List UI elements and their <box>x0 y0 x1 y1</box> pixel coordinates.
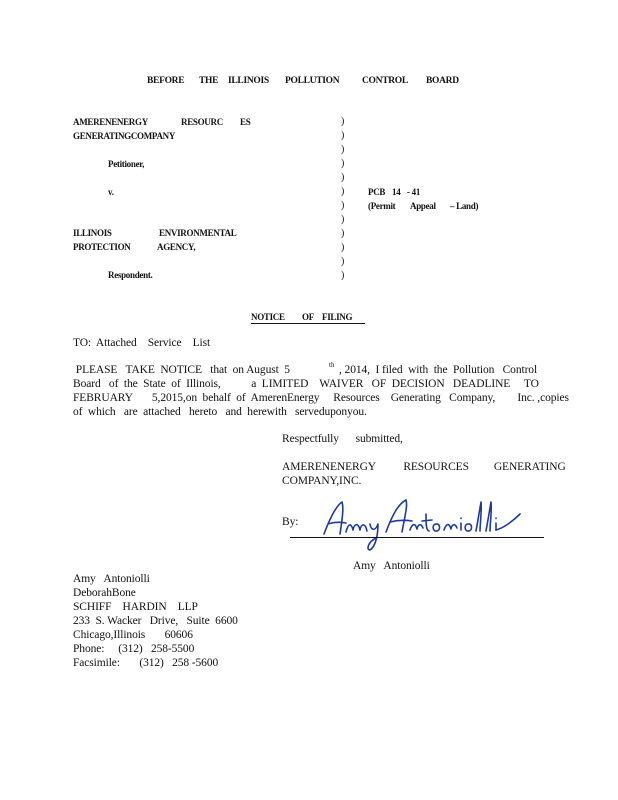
paren: ) <box>341 172 345 183</box>
title-word: BOARD <box>426 76 459 86</box>
ordinal-superscript: th <box>329 361 335 369</box>
paren: ) <box>341 214 345 225</box>
closing: Respectfully submitted, <box>282 433 403 445</box>
attorney-line: Facsimile: (312) 258 -5600 <box>73 657 219 669</box>
title-word: POLLUTION <box>285 76 340 86</box>
petitioner-name-word: ES <box>240 117 251 127</box>
paren: ) <box>341 116 345 127</box>
signer-name: Amy Antoniolli <box>353 560 430 572</box>
paragraph-line: FEBRUARY 5,2015,on behalf of AmerenEnergy Resources Generating Company, Inc. ,copies <box>73 392 569 404</box>
notice-title-word: FILING <box>322 312 353 322</box>
attorney-line: SCHIFF HARDIN LLP <box>73 601 198 613</box>
respondent-name-word: ENVIRONMENTAL <box>159 228 237 238</box>
signature-line <box>290 537 544 538</box>
paren: ) <box>341 158 345 169</box>
notice-title-word: NOTICE <box>251 312 285 322</box>
notice-title-underline <box>251 323 365 324</box>
paragraph-line: of which are attached hereto and herewith serveduponyou. <box>73 406 367 418</box>
notice-title-word: OF <box>302 312 314 322</box>
paragraph-line: PLEASE TAKE NOTICE that on August 5 <box>73 364 290 376</box>
handwritten-signature <box>318 494 528 554</box>
case-type-word: (Permit <box>368 201 396 211</box>
case-type-word: Appeal <box>410 201 436 211</box>
petitioner-name-word: RESOURC <box>181 117 223 127</box>
title-word: BEFORE <box>147 76 185 86</box>
paren: ) <box>341 256 345 267</box>
case-type-word: – Land) <box>450 201 479 211</box>
respondent-role: Respondent. <box>108 270 153 280</box>
paragraph-line: Board of the State of Illinois, a LIMITED WAIVER OF DECISION DEADLINE TO <box>73 378 539 390</box>
attorney-line: 233 S. Wacker Drive, Suite 6600 <box>73 615 238 627</box>
paren: ) <box>341 144 345 155</box>
paren: ) <box>341 242 345 253</box>
paren: ) <box>341 200 345 211</box>
petitioner-name-line2: GENERATINGCOMPANY <box>73 131 176 141</box>
case-number-word: PCB <box>368 187 386 197</box>
attorney-line: Phone: (312) 258-5500 <box>73 643 195 655</box>
company-name-line: AMERENENERGY RESOURCES GENERATING <box>282 461 566 473</box>
respondent-name-word: AGENCY, <box>157 242 196 252</box>
paragraph-line: , 2014, I filed with the Pollution Control <box>339 364 538 376</box>
title-word: ILLINOIS <box>228 76 269 86</box>
case-number-word: - 41 <box>407 187 421 197</box>
paren: ) <box>341 270 345 281</box>
petitioner-name-word: AMERENENERGY <box>73 117 148 127</box>
respondent-name-word: PROTECTION <box>73 242 131 252</box>
case-number-word: 14 <box>392 187 401 197</box>
to-line: TO: Attached Service List <box>73 337 211 349</box>
respondent-name-word: ILLINOIS <box>73 228 112 238</box>
attorney-line: Amy Antoniolli <box>73 573 150 585</box>
by-label: By: <box>282 516 299 528</box>
company-name-line: COMPANY,INC. <box>282 475 362 487</box>
petitioner-role: Petitioner, <box>108 159 145 169</box>
paren: ) <box>341 186 345 197</box>
versus: v. <box>108 187 114 197</box>
title-word: CONTROL <box>362 76 408 86</box>
paren: ) <box>341 228 345 239</box>
title-word: THE <box>199 76 219 86</box>
attorney-line: DeborahBone <box>73 587 136 599</box>
attorney-line: Chicago,Illinois 60606 <box>73 629 193 641</box>
paren: ) <box>341 130 345 141</box>
